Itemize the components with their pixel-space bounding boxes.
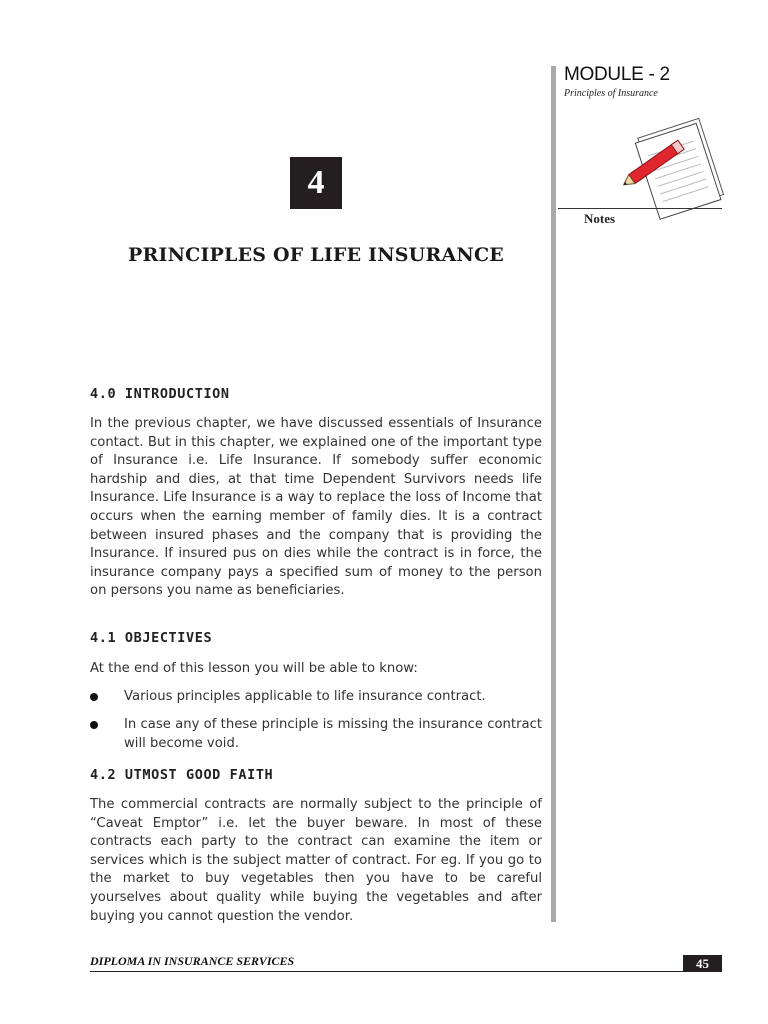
bullet-dot-icon [90, 721, 98, 729]
section-heading-objectives: 4.1 OBJECTIVES [90, 630, 213, 646]
section-heading-introduction: 4.0 INTRODUCTION [90, 386, 230, 402]
bullet-dot-icon [90, 693, 98, 701]
footer-course-title: DIPLOMA IN INSURANCE SERVICES [90, 954, 295, 968]
objective-text: Various principles applicable to life insurance contract. [124, 689, 486, 704]
utmost-good-faith-paragraph: The commercial contracts are normally subject to the principle of “Caveat Emptor” i.e. let the buyer beware. In most of these contracts each party to the contract can examine the item or services which is the subject matter of contract. For eg. If you go to the market to buy vegetables then you have to be careful yourselves about quality while buying the vegetables and after buying you cannot question the vendor. [90, 797, 542, 924]
chapter-title: PRINCIPLES OF LIFE INSURANCE [128, 244, 504, 266]
objective-text: In case any of these principle is missing the insurance contract will become void. [124, 717, 542, 751]
module-subtitle: Principles of Insurance [564, 88, 658, 99]
chapter-number-badge: 4 [290, 157, 342, 209]
introduction-paragraph: In the previous chapter, we have discussed essentials of Insurance contact. But in this chapter, we explained one of the important type of Insurance i.e. Life Insurance. If somebody suffer economic hardship and dies, at that time Dependent Survivors needs life Insurance. Life Insurance is a way to replace the loss of Income that occurs when the earning member of family dies. It is a contract between insured phases and the company that is providing the Insurance. If insured pus on dies while the contract is in force, the insurance company pays a specified sum of money to the person on persons you name as beneficiaries. [90, 416, 542, 599]
objective-list-item [90, 688, 542, 707]
section-heading-utmost-good-faith: 4.2 UTMOST GOOD FAITH [90, 767, 274, 783]
notes-label: Notes [584, 211, 616, 226]
page-number: 45 [683, 955, 722, 972]
footer-divider [90, 971, 722, 972]
module-title: MODULE - 2 [564, 64, 670, 85]
notes-divider [558, 208, 722, 209]
objectives-lead-text: At the end of this lesson you will be able to know: [90, 661, 418, 676]
notepad-with-pencil-icon [620, 110, 730, 220]
objective-list-item [90, 716, 542, 753]
sidebar-divider [551, 66, 556, 922]
